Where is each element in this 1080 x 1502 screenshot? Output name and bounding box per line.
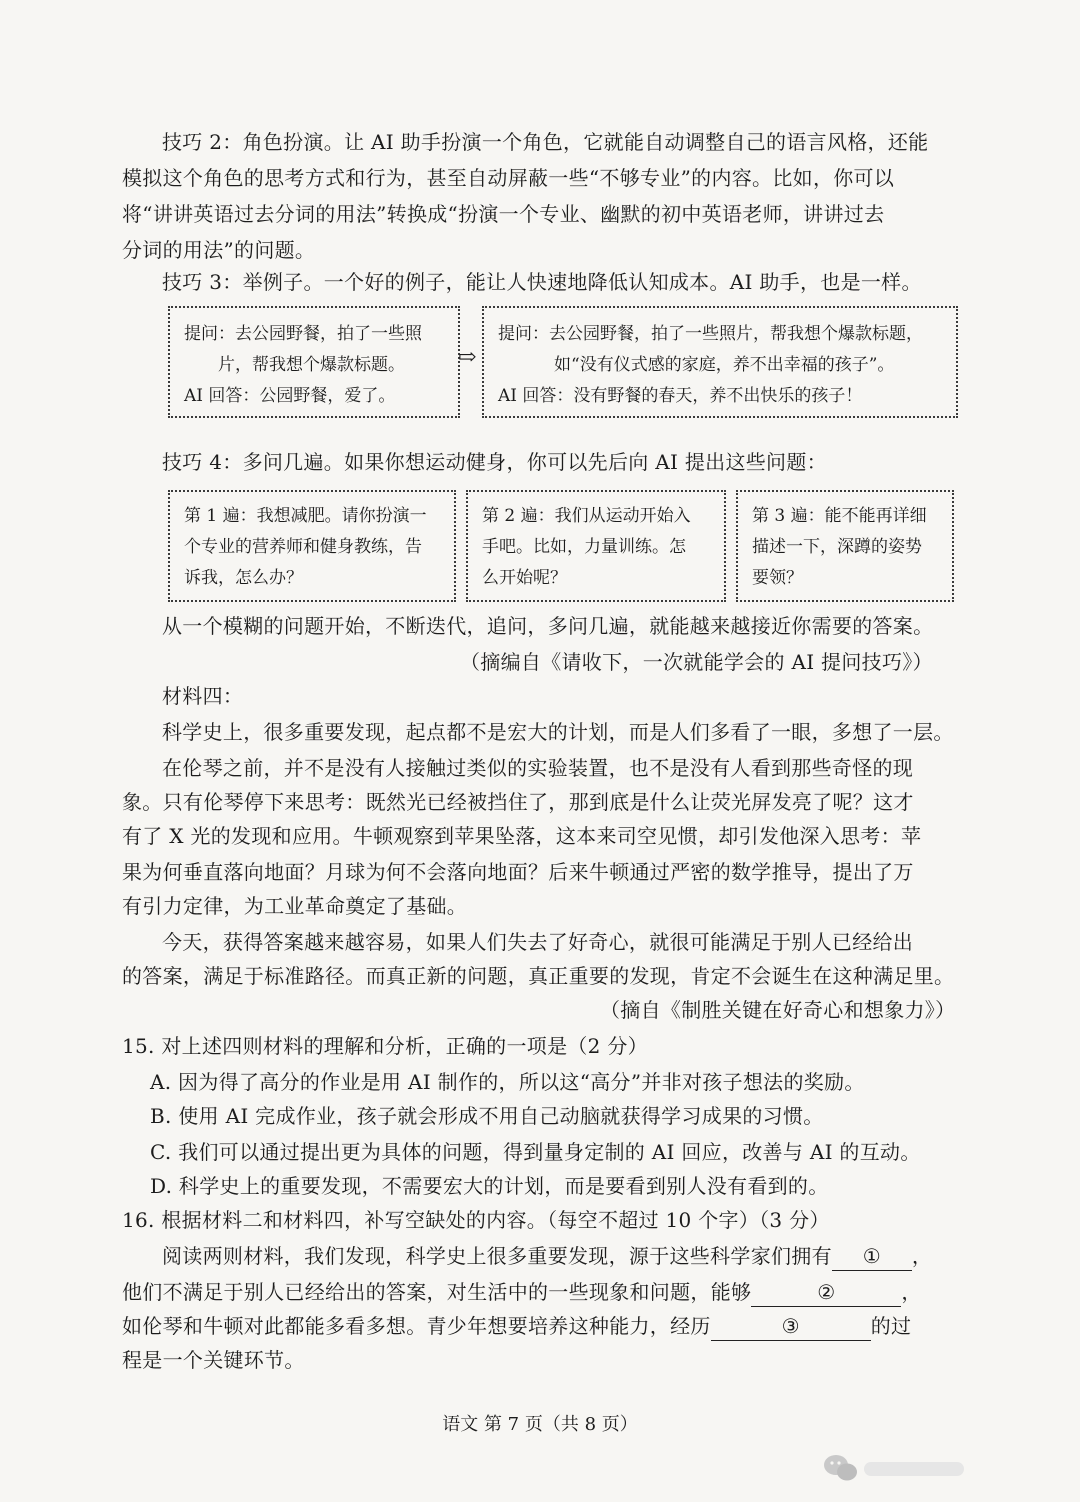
q16-blank-2[interactable]: ② [751,1278,901,1307]
material4-line-5: 果为何垂直落向地面？月球为何不会落向地面？后来牛顿通过严密的数学推导，提出了万 [122,860,914,884]
q16-line-2-text: 他们不满足于别人已经给出的答案，对生活中的一些现象和问题，能够 [122,1280,752,1304]
page-footer: 语文 第 7 页（共 8 页） [442,1414,638,1435]
tip4-box1-line-1: 第 1 遍：我想减肥。请你扮演一 [184,506,427,526]
material4-line-4: 有了 X 光的发现和应用。牛顿观察到苹果坠落，这本来司空见惯，却引发他深入思考：苹 [122,824,922,848]
material4-heading: 材料四： [162,684,244,708]
material4-line-6: 有引力定律，为工业革命奠定了基础。 [122,894,468,918]
q16-line-3-end: 的过 [870,1314,912,1338]
tip4-box3-line-3: 要领？ [752,568,803,588]
tip2-line-2: 模拟这个角色的思考方式和行为，甚至自动屏蔽一些“不够专业”的内容。比如，你可以 [122,166,895,190]
tip3-line: 技巧 3：举例子。一个好的例子，能让人快速地降低认知成本。AI 助手，也是一样。 [162,270,922,294]
box-right-line-1: 提问：去公园野餐，拍了一些照片，帮我想个爆款标题， [498,324,923,344]
q16-line-2-end: ， [901,1280,922,1304]
q16-line-4: 程是一个关键环节。 [122,1348,305,1372]
tip2-line-1: 技巧 2：角色扮演。让 AI 助手扮演一个角色，它就能自动调整自己的语言风格，还能 [162,130,929,154]
tip4-box3-line-1: 第 3 遍：能不能再详细 [752,506,927,526]
tip4-box3-line-2: 描述一下，深蹲的姿势 [752,537,922,557]
material4-source: （摘自《制胜关键在好奇心和想象力》） [600,998,956,1022]
tip3-example-box-left [168,306,460,418]
tip4-source: （摘编自《请收下，一次就能学会的 AI 提问技巧》） [460,650,933,674]
wechat-watermark-icon [820,1448,970,1488]
material4-line-8: 的答案，满足于标准路径。而真正新的问题，真正重要的发现，肯定不会诞生在这种满足里。 [122,964,955,988]
q16-line-3 [122,1312,911,1341]
material4-line-7: 今天，获得答案越来越容易，如果人们失去了好奇心，就很可能满足于别人已经给出 [162,930,914,954]
q16-blank-1[interactable]: ① [832,1242,912,1271]
tip4-box1-line-2: 个专业的营养师和健身教练，告 [184,537,422,557]
q16-line-2 [122,1278,922,1307]
tip4-box-2 [466,490,726,602]
tip4-box1-line-3: 诉我，怎么办？ [184,568,303,588]
material4-line-3: 象。只有伦琴停下来思考：既然光已经被挡住了，那到底是什么让荧光屏发亮了呢？这才 [122,790,914,814]
box-right-line-3: AI 回答：没有野餐的春天，养不出快乐的孩子！ [498,386,863,406]
box-right-line-2: 如“没有仪式感的家庭，养不出幸福的孩子”。 [554,355,895,375]
tip2-line-4: 分词的用法”的问题。 [122,238,316,262]
q15-option-c: C. 我们可以通过提出更为具体的问题，得到量身定制的 AI 回应，改善与 AI 的互动。 [150,1140,921,1164]
q15-option-a: A. 因为得了高分的作业是用 AI 制作的，所以这“高分”并非对孩子想法的奖励。 [150,1070,865,1094]
box-left-line-3: AI 回答：公园野餐，爱了。 [184,386,396,406]
q16-stem: 16. 根据材料二和材料四，补写空缺处的内容。（每空不超过 10 个字）（3 分） [122,1208,830,1232]
tip4-box-1 [168,490,456,602]
material4-line-1: 科学史上，很多重要发现，起点都不是宏大的计划，而是人们多看了一眼，多想了一层。 [162,720,954,744]
q16-blank-3[interactable]: ③ [711,1312,871,1341]
q16-line-1 [162,1242,932,1271]
tip2-line-3: 将“讲讲英语过去分词的用法”转换成“扮演一个专业、幽默的初中英语老师，讲讲过去 [122,202,885,226]
tip4-box-3 [736,490,954,602]
box-left-line-2: 片，帮我想个爆款标题。 [218,355,405,375]
tip3-example-box-right [482,306,958,418]
right-arrow-icon: ⇨ [458,345,477,370]
tip4-summary: 从一个模糊的问题开始，不断迭代，追问，多问几遍，就能越来越接近你需要的答案。 [162,614,934,638]
q15-option-d: D. 科学史上的重要发现，不需要宏大的计划，而是要看到别人没有看到的。 [150,1174,829,1198]
material4-line-2: 在伦琴之前，并不是没有人接触过类似的实验装置，也不是没有人看到那些奇怪的现 [162,756,914,780]
tip4-box2-line-1: 第 2 遍：我们从运动开始入 [482,506,691,526]
tip4-line: 技巧 4：多问几遍。如果你想运动健身，你可以先后向 AI 提出这些问题： [162,450,827,474]
q15-option-b: B. 使用 AI 完成作业，孩子就会形成不用自己动脑就获得学习成果的习惯。 [150,1104,824,1128]
tip4-box2-line-3: 么开始呢？ [482,568,567,588]
q16-line-3-text: 如伦琴和牛顿对此都能多看多想。青少年想要培养这种能力，经历 [122,1314,711,1338]
q15-stem: 15. 对上述四则材料的理解和分析，正确的一项是（2 分） [122,1034,648,1058]
box-left-line-1: 提问：去公园野餐，拍了一些照 [184,324,422,344]
q16-line-1-end: ， [911,1244,933,1268]
q16-line-1-text: 阅读两则材料，我们发现，科学史上很多重要发现，源于这些科学家们拥有 [162,1244,832,1268]
tip4-box2-line-2: 手吧。比如，力量训练。怎 [482,537,686,557]
